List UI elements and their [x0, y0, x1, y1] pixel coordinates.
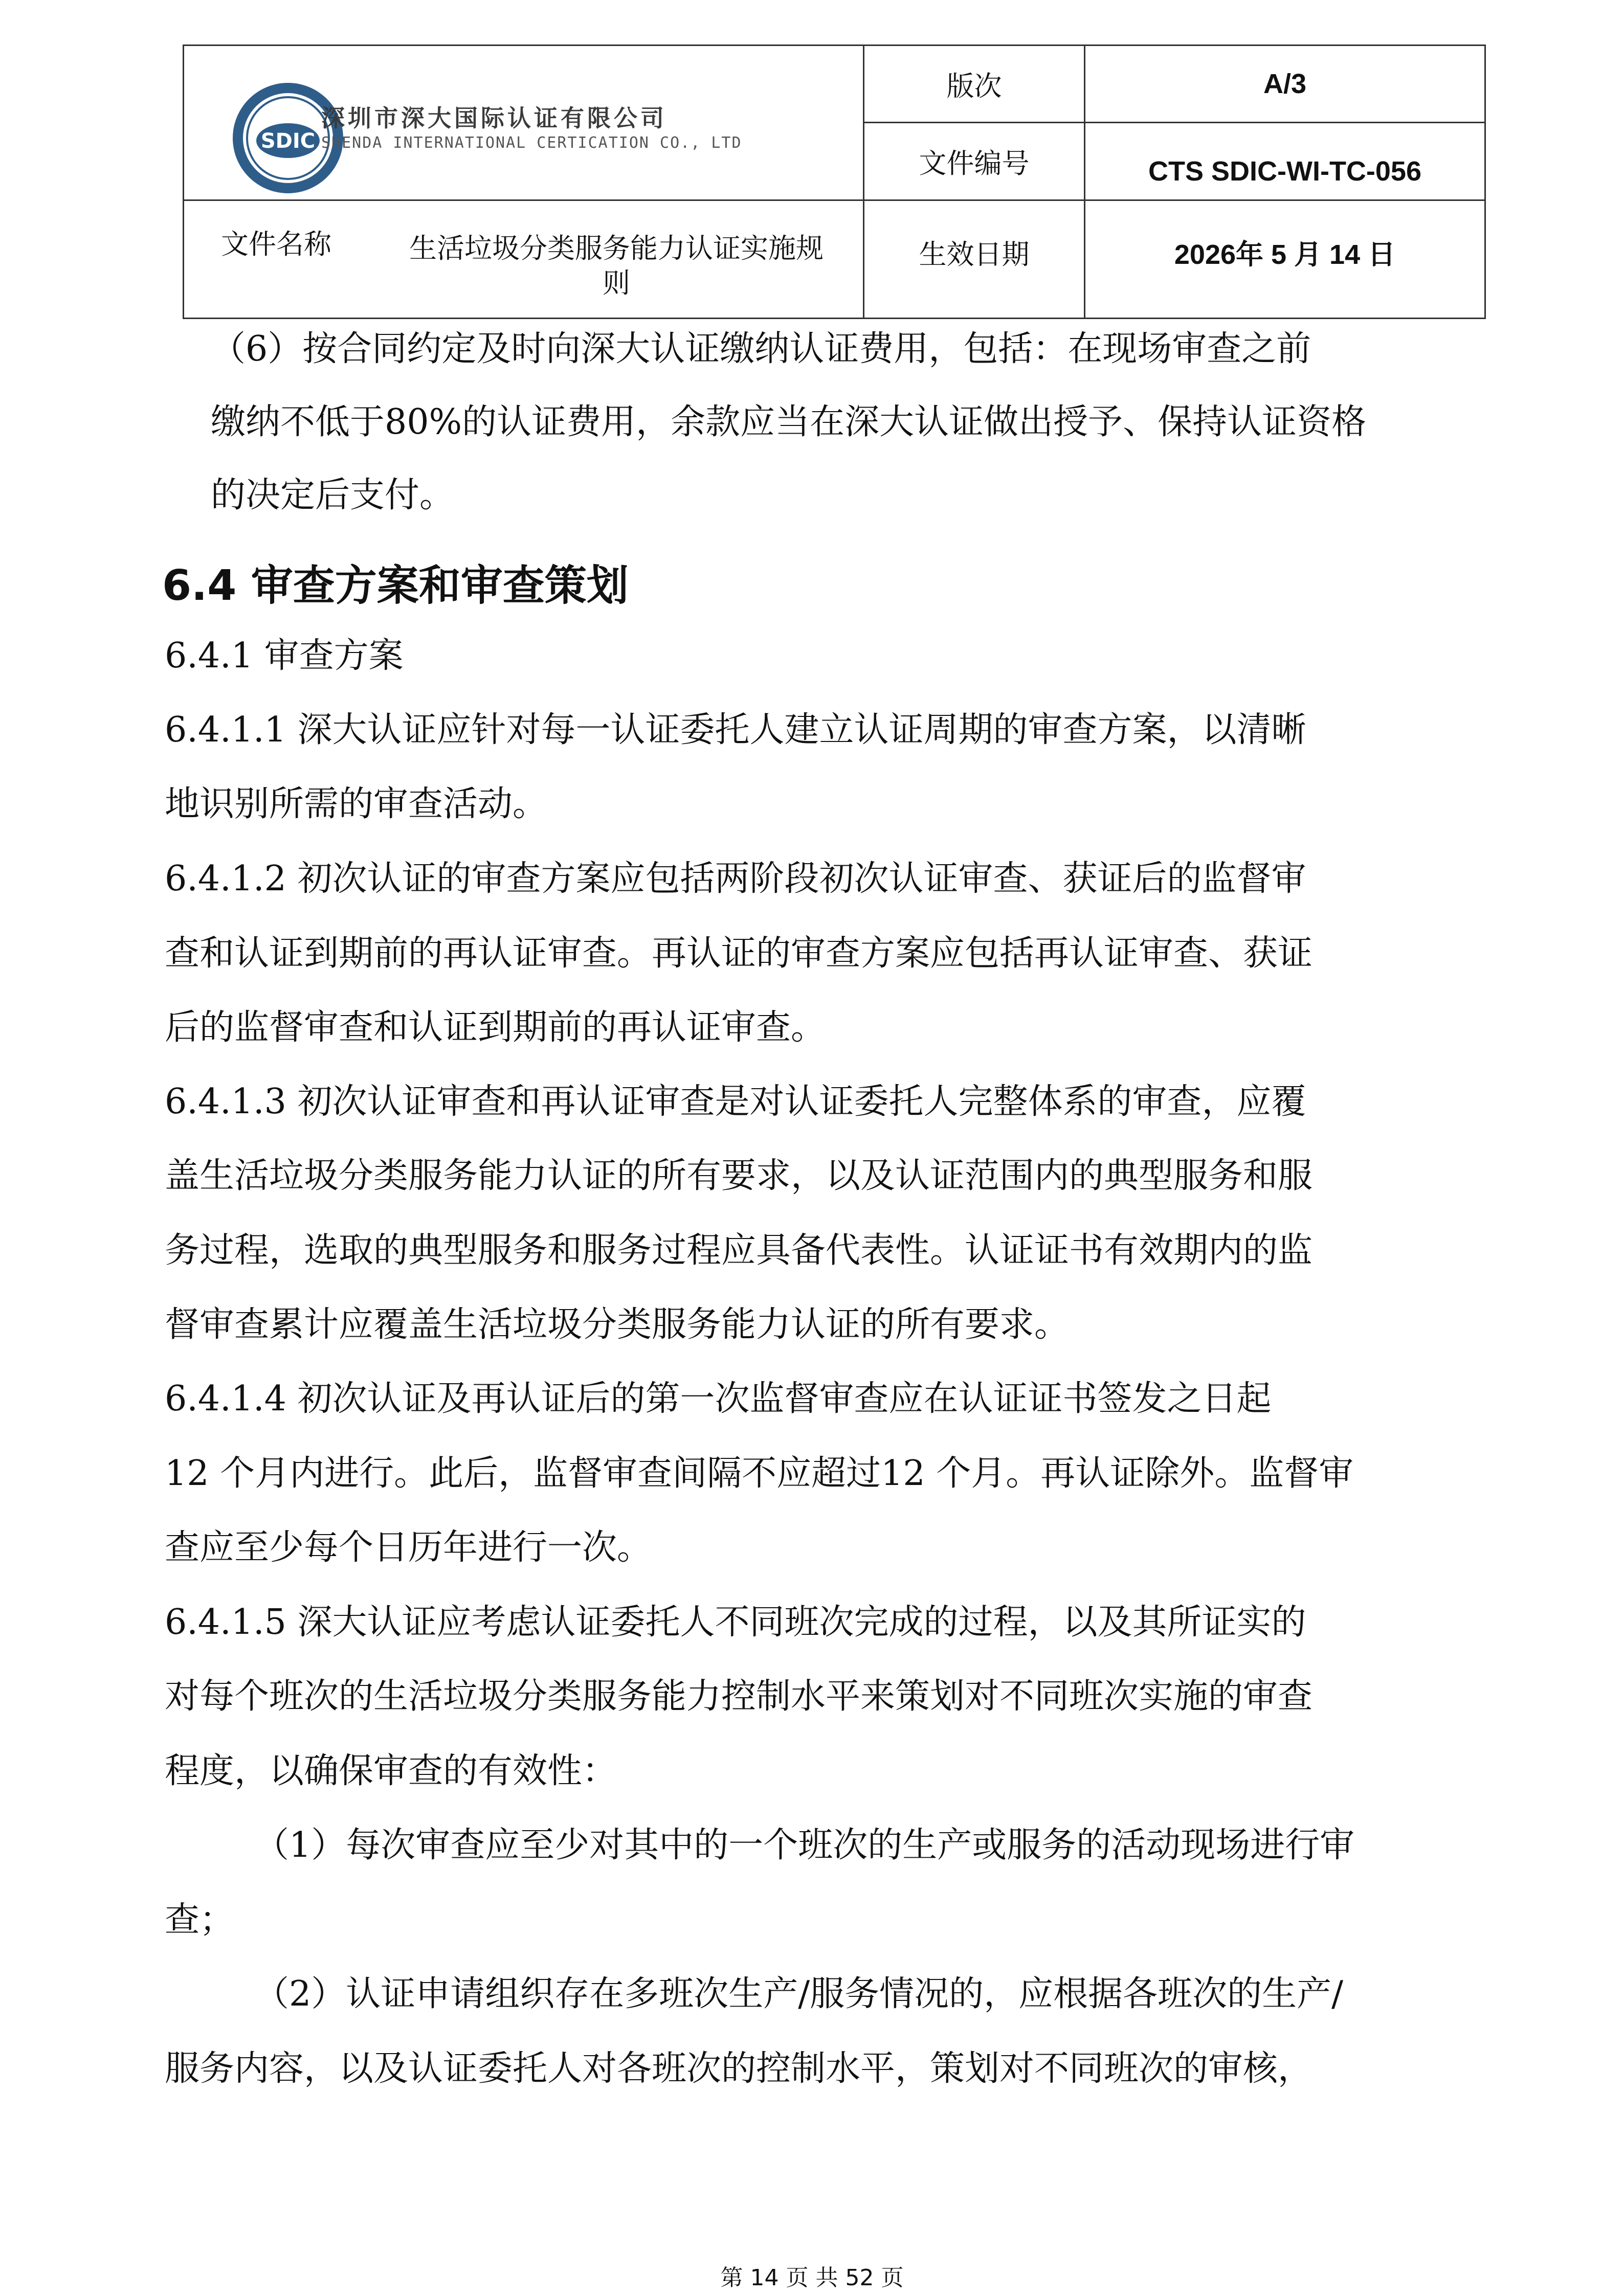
date-label: 生效日期 [919, 238, 1030, 271]
page-number: 第 14 页 共 52 页 [720, 2265, 904, 2291]
paragraph-line: （6）按合同约定及时向深大认证缴纳认证费用，包括：在现场审查之前 [211, 329, 1311, 369]
paragraph-line: 缴纳不低于80%的认证费用，余款应当在深大认证做出授予、保持认证资格 [211, 402, 1367, 442]
date-value: 2026年 5 月 14 日 [1174, 239, 1396, 270]
paragraph-line: 盖生活垃圾分类服务能力认证的所有要求，以及认证范围内的典型服务和服 [165, 1156, 1313, 1196]
paragraph-line: 后的监督审查和认证到期前的再认证审查。 [165, 1007, 826, 1048]
paragraph-line: 6.4.1.4 初次认证及再认证后的第一次监督审查应在认证证书签发之日起 [165, 1379, 1272, 1419]
list-item-line: 查； [165, 1900, 235, 1940]
paragraph-line: 务过程，选取的典型服务和服务过程应具备代表性。认证证书有效期内的监 [165, 1230, 1313, 1271]
paragraph-line: 的决定后支付。 [211, 475, 455, 515]
docno-label: 文件编号 [919, 147, 1030, 179]
paragraph-line: 6.4.1.3 初次认证审查和再认证审查是对认证委托人完整体系的审查，应覆 [165, 1082, 1306, 1122]
list-item-line: （1）每次审查应至少对其中的一个班次的生产或服务的活动现场进行审 [254, 1825, 1355, 1865]
paragraph-line: 查和认证到期前的再认证审查。再认证的审查方案应包括再认证审查、获证 [165, 933, 1313, 974]
name-label: 文件名称 [221, 228, 331, 260]
paragraph-line: 12 个月内进行。此后，监督审查间隔不应超过12 个月。再认证除外。监督审 [165, 1453, 1354, 1494]
list-item-line: 服务内容，以及认证委托人对各班次的控制水平，策划对不同班次的审核， [165, 2049, 1313, 2089]
paragraph-line: 6.4.1.2 初次认证的审查方案应包括两阶段初次认证审查、获证后的监督审 [165, 859, 1306, 899]
subsection-title: 6.4.1 审查方案 [165, 636, 404, 676]
paragraph-line: 地识别所需的审查活动。 [165, 784, 548, 824]
name-value: 生活垃圾分类服务能力认证实施规则 [409, 232, 824, 299]
docno-value: CTS SDIC-WI-TC-056 [1148, 155, 1421, 187]
paragraph-line: 查应至少每个日历年进行一次。 [165, 1527, 652, 1568]
list-item-line: （2）认证申请组织存在多班次生产/服务情况的，应根据各班次的生产/ [254, 1974, 1344, 2014]
svg-text:SDIC: SDIC [260, 129, 316, 153]
company-name-en: SHENDA INTERNATIONAL CERTICATION CO., LTD [321, 134, 742, 152]
company-name-cn: 深圳市深大国际认证有限公司 [321, 104, 667, 132]
paragraph-line: 督审查累计应覆盖生活垃圾分类服务能力认证的所有要求。 [165, 1304, 1070, 1345]
version-value: A/3 [1263, 69, 1307, 99]
paragraph-line: 对每个班次的生活垃圾分类服务能力控制水平来策划对不同班次实施的审查 [165, 1676, 1313, 1717]
version-label: 版次 [946, 70, 1002, 102]
paragraph-line: 程度，以确保审查的有效性： [165, 1751, 617, 1791]
document-header-table [183, 44, 1486, 319]
section-heading: 6.4 审查方案和审查策划 [162, 561, 629, 610]
paragraph-line: 6.4.1.1 深大认证应针对每一认证委托人建立认证周期的审查方案，以清晰 [165, 710, 1306, 750]
paragraph-line: 6.4.1.5 深大认证应考虑认证委托人不同班次完成的过程，以及其所证实的 [165, 1602, 1306, 1642]
